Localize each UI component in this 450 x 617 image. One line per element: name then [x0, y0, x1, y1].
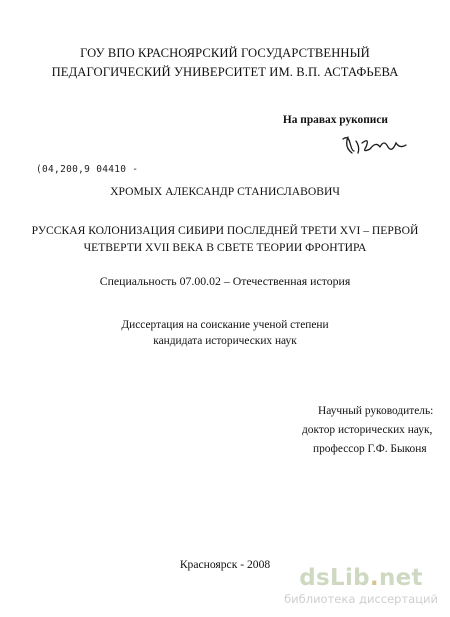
institution-line-1: ГОУ ВПО КРАСНОЯРСКИЙ ГОСУДАРСТВЕННЫЙ	[80, 46, 370, 60]
supervisor-name: профессор Г.Ф. Быконя	[313, 443, 427, 455]
institution-line-2: ПЕДАГОГИЧЕСКИЙ УНИВЕРСИТЕТ ИМ. В.П. АСТАФЬЕВА	[51, 65, 399, 79]
author-name: ХРОМЫХ АЛЕКСАНДР СТАНИСЛАВОВИЧ	[110, 185, 340, 198]
degree-line-2: кандидата исторических наук	[153, 335, 297, 347]
manuscript-note: На правах рукописи	[282, 114, 388, 126]
degree-line-1: Диссертация на соискание ученой степени	[121, 319, 329, 331]
place-year: Красноярск - 2008	[179, 558, 271, 571]
handwritten-signature	[340, 133, 412, 157]
watermark-logo: dsLib.net	[299, 565, 423, 591]
watermark	[284, 566, 438, 606]
supervisor-label: Научный руководитель:	[318, 405, 434, 417]
archive-code: (04,200,9 04410 -	[36, 164, 139, 175]
dissertation-title-line-1: РУССКАЯ КОЛОНИЗАЦИЯ СИБИРИ ПОСЛЕДНЕЙ ТРЕТИ XVI – ПЕРВОЙ	[31, 224, 419, 237]
dissertation-title-line-2: ЧЕТВЕРТИ XVII ВЕКА В СВЕТЕ ТЕОРИИ ФРОНТИРА	[83, 241, 367, 254]
watermark-subtitle: библиотека диссертаций	[284, 592, 438, 606]
specialty: Специальность 07.00.02 – Отечественная история	[99, 274, 351, 288]
supervisor-degree: доктор исторических наук,	[302, 424, 433, 436]
